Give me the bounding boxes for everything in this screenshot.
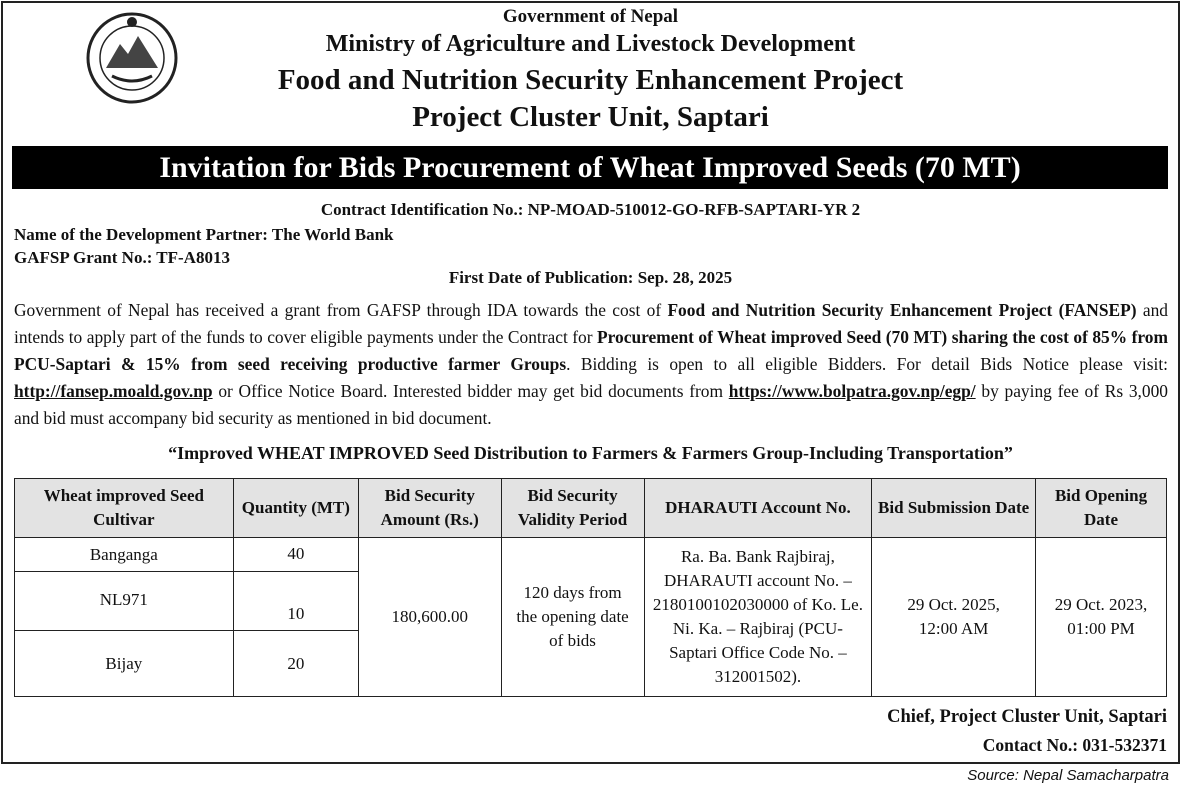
header-submission: Bid Submission Date (872, 479, 1036, 538)
table-row (15, 538, 1167, 572)
body-text: and intends to apply part of the funds to cover eligible payments under the Contract for (14, 300, 1168, 347)
opening-date: 29 Oct. 2023, 01:00 PM (1036, 538, 1167, 697)
submission-date: 29 Oct. 2025, 12:00 AM (872, 538, 1036, 697)
project-heading: Food and Nutrition Security Enhancement Project (277, 64, 904, 96)
notice-body (14, 297, 1168, 432)
publication-date: First Date of Publication: Sep. 28, 2025 (448, 268, 733, 287)
quantity-cell: 40 (233, 538, 358, 572)
cultivar-cell: NL971 (15, 572, 234, 631)
notice-title: Invitation for Bids Procurement of Wheat Improved Seeds (70 MT) (12, 146, 1168, 189)
development-partner: Name of the Development Partner: The World Bank (14, 225, 394, 244)
source-caption: Source: Nepal Samacharpatra (967, 767, 1169, 784)
header-opening: Bid Opening Date (1036, 479, 1167, 538)
bolpatra-link[interactable]: https://www.bolpatra.gov.np/egp/ (728, 381, 976, 401)
body-text: . Bidding is open to all eligible Bidders. For detail Bids Notice please visit: (566, 354, 1168, 374)
bid-table (14, 478, 1167, 697)
body-bold: Food and Nutrition Security Enhancement Project (FANSEP) (667, 300, 1137, 320)
contract-id: Contract Identification No.: NP-MOAD-510012-GO-RFB-SAPTARI-YR 2 (320, 200, 861, 219)
gov-heading: Government of Nepal (502, 6, 679, 27)
quantity-cell: 20 (233, 631, 358, 697)
signatory: Chief, Project Cluster Unit, Saptari (887, 707, 1167, 727)
unit-heading: Project Cluster Unit, Saptari (412, 101, 769, 133)
ministry-heading: Ministry of Agriculture and Livestock Development (325, 31, 856, 57)
body-text: Government of Nepal has received a grant from GAFSP through IDA towards the cost of (14, 300, 668, 320)
subtitle: “Improved WHEAT IMPROVED Seed Distribution to Farmers & Farmers Group-Including Transportation” (168, 443, 1013, 463)
header-quantity: Quantity (MT) (233, 479, 358, 538)
header-validity: Bid Security Validity Period (501, 479, 644, 538)
header-cultivar: Wheat improved Seed Cultivar (15, 479, 234, 538)
cultivar-cell: Bijay (15, 631, 234, 697)
body-bold: Procurement of Wheat improved Seed (70 MT) sharing the cost of 85% from PCU-Saptari & 15% from seed receiving productive farmer Groups (14, 327, 1168, 374)
dharauti-account: Ra. Ba. Bank Rajbiraj, DHARAUTI account No. – 2180100102030000 of Ko. Le. Ni. Ka. – Rajbiraj (PCU-Saptari Office Code No. – 312001502). (644, 538, 872, 697)
bid-security-amount: 180,600.00 (358, 538, 501, 697)
body-text: or Office Notice Board. Interested bidder may get bid documents from (212, 381, 729, 401)
body-text: by paying fee of Rs 3,000 and bid must accompany bid security as mentioned in bid document. (14, 381, 1168, 428)
fansep-link[interactable]: http://fansep.moald.gov.np (14, 381, 213, 401)
table-header-row (15, 479, 1167, 538)
header-bid-security: Bid Security Amount (Rs.) (358, 479, 501, 538)
contact-number: Contact No.: 031-532371 (982, 735, 1167, 755)
validity-period: 120 days from the opening date of bids (501, 538, 644, 697)
cultivar-cell: Banganga (15, 538, 234, 572)
header-account: DHARAUTI Account No. (644, 479, 872, 538)
grant-number: GAFSP Grant No.: TF-A8013 (14, 248, 230, 267)
quantity-cell: 10 (233, 572, 358, 631)
